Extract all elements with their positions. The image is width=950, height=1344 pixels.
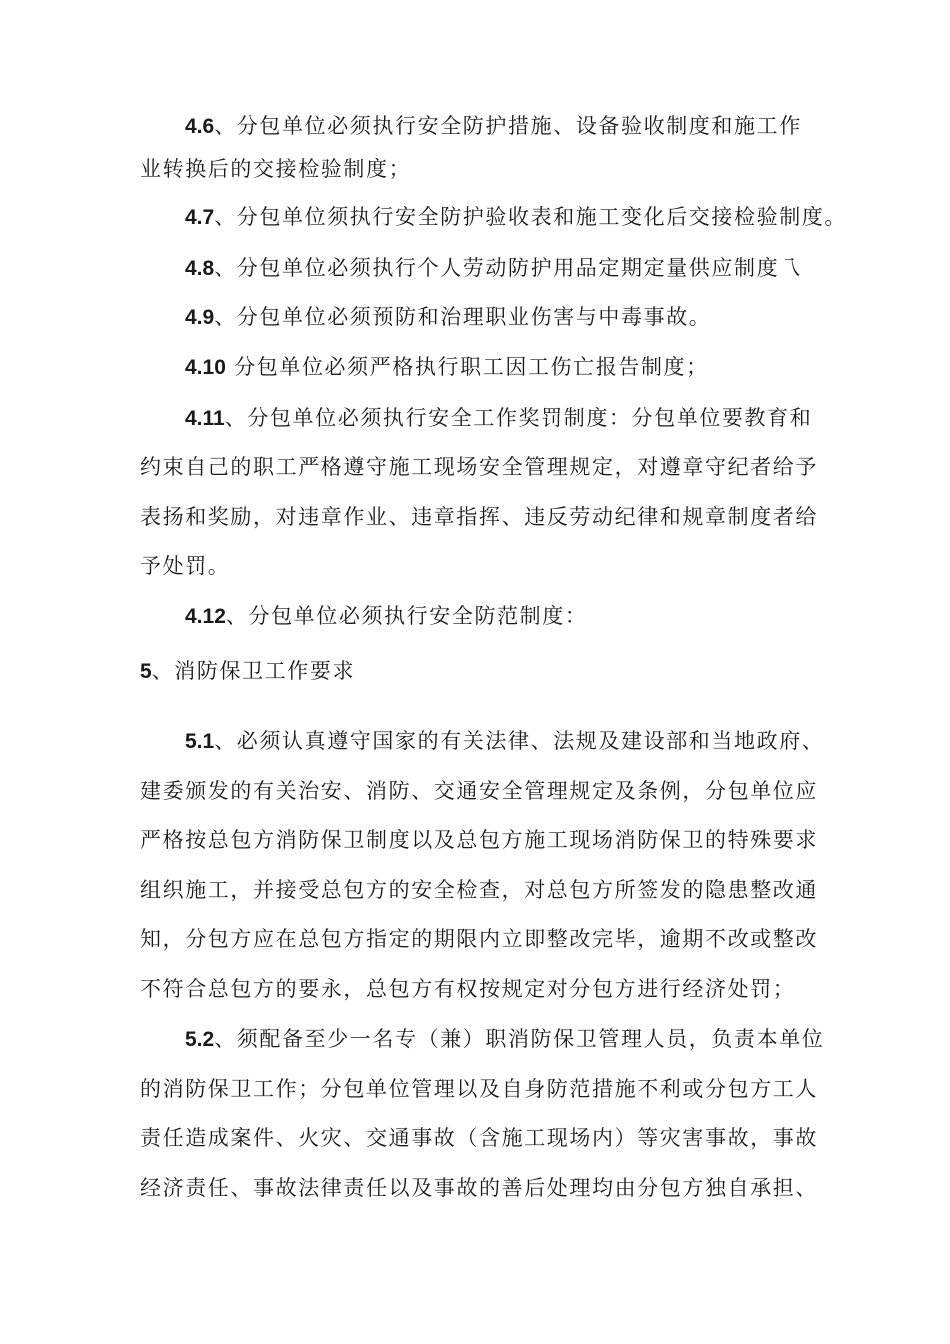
section-5-heading — [140, 657, 355, 686]
paragraph-5-1-line-3 — [140, 826, 818, 854]
clause-text: 的消防保卫工作；分包单位管理以及自身防范措施不利或分包方工人 — [140, 1077, 818, 1101]
paragraph-4-11-line-1 — [185, 404, 812, 433]
clause-text: 、分包单位必须执行安全防范制度： — [225, 604, 588, 628]
clause-text: 知，分包方应在总包方指定的期限内立即整改完毕，逾期不改或整改 — [140, 927, 818, 951]
clause-text: 、分包单位必须执行个人劳动防护用品定期定量供应制度乁 — [214, 256, 802, 280]
paragraph-4-11-line-3 — [140, 503, 818, 531]
clause-number: 5.1 — [185, 730, 215, 753]
paragraph-4-11-line-2 — [140, 453, 818, 481]
paragraph-5-1-line-4 — [140, 876, 818, 904]
paragraph-5-2-line-1 — [185, 1025, 824, 1054]
paragraph-5-2-line-4 — [140, 1174, 818, 1202]
clause-text: 经济责任、事故法律责任以及事故的善后处理均由分包方独自承担、 — [140, 1176, 818, 1200]
clause-text: 约束自己的职工严格遵守施工现场安全管理规定，对遵章守纪者给予 — [140, 455, 818, 479]
clause-text: 组织施工，并接受总包方的安全检查，对总包方所签发的隐患整改通 — [140, 878, 818, 902]
clause-number: 4.11 — [185, 407, 225, 430]
clause-text: 建委颁发的有关治安、消防、交通安全管理规定及条例，分包单位应 — [140, 779, 818, 803]
paragraph-5-1-line-1 — [185, 727, 824, 756]
clause-number: 4.8 — [185, 257, 215, 280]
paragraph-4-6-line-1 — [185, 112, 802, 141]
clause-text: 业转换后的交接检验制度； — [140, 157, 412, 181]
paragraph-5-2-line-2 — [140, 1075, 818, 1103]
clause-text: 、分包单位须执行安全防护验收表和施工变化后交接检验制度。 — [214, 205, 848, 229]
clause-number: 5.2 — [185, 1028, 215, 1051]
clause-text: 予处罚。 — [140, 554, 231, 578]
clause-text: 责任造成案件、火灾、交通事故（含施工现场内）等灾害事故，事故 — [140, 1126, 818, 1150]
clause-number: 4.7 — [185, 206, 215, 229]
clause-text: 、分包单位必须执行安全防护措施、设备验收制度和施工作 — [214, 114, 802, 138]
paragraph-5-2-line-3 — [140, 1124, 818, 1152]
clause-text: 严格按总包方消防保卫制度以及总包方施工现场消防保卫的特殊要求 — [140, 828, 818, 852]
clause-text: 分包单位必须严格执行职工因工伤亡报告制度； — [225, 355, 709, 379]
paragraph-4-12-line-1 — [185, 602, 587, 631]
paragraph-4-8-line-1 — [185, 254, 802, 283]
clause-text: 表扬和奖励，对违章作业、违章指挥、违反劳动纪律和规章制度者给 — [140, 505, 818, 529]
paragraph-4-7-line-1 — [185, 203, 847, 232]
paragraph-5-1-line-6 — [140, 975, 795, 1003]
clause-text: 、必须认真遵守国家的有关法律、法规及建设部和当地政府、 — [214, 729, 825, 753]
clause-number: 4.12 — [185, 605, 226, 628]
clause-text: 、分包单位必须执行安全工作奖罚制度：分包单位要教育和 — [224, 406, 813, 430]
paragraph-4-9-line-1 — [185, 303, 711, 332]
clause-text: 、分包单位必须预防和治理职业伤害与中毒事故。 — [214, 305, 712, 329]
paragraph-5-1-line-2 — [140, 777, 818, 805]
paragraph-4-11-line-4 — [140, 552, 230, 580]
section-number: 5 — [140, 660, 152, 683]
paragraph-4-10-line-1 — [185, 353, 709, 382]
paragraph-4-6-line-2 — [140, 155, 411, 183]
clause-text: 、须配备至少一名专（兼）职消防保卫管理人员，负责本单位 — [214, 1027, 825, 1051]
section-title: 、消防保卫工作要求 — [151, 659, 356, 683]
clause-text: 不符合总包方的要永，总包方有权按规定对分包方进行经济处罚； — [140, 977, 796, 1001]
clause-number: 4.6 — [185, 115, 215, 138]
clause-number: 4.9 — [185, 306, 215, 329]
paragraph-5-1-line-5 — [140, 925, 818, 953]
clause-number: 4.10 — [185, 356, 226, 379]
